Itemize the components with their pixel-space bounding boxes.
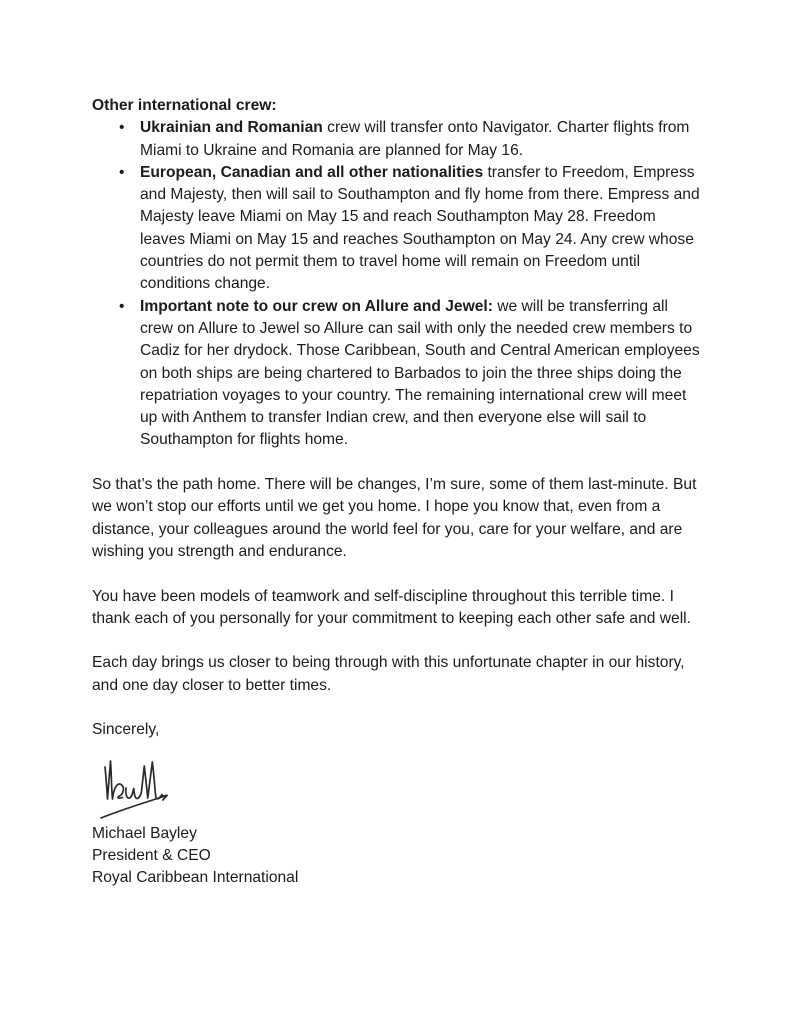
closing-salutation: Sincerely, xyxy=(92,721,160,739)
paragraph-path-home: So that’s the path home. There will be changes, I’m sure, some of them last-minute. But we won’t stop our efforts until we get you home. I hope you know that, even from a distance, your colleagues around the world feel for you, care for your welfare, and are wishing you strength and endurance. xyxy=(92,476,697,560)
bullet-text: transfer to Freedom, Empress and Majesty, then will sail to Southampton and fly home from there. Empress and Majesty leave Miami on May 15 and reach Southampton May 28. Freedom leaves Miami on May 15 and reaches Southampton on May 24. Any crew whose countries do not permit them to travel home will remain on Freedom until conditions change. xyxy=(140,163,700,293)
bullet-marker-icon: • xyxy=(119,119,125,137)
bullet-item-allure-jewel xyxy=(119,296,704,452)
bullet-marker-icon: • xyxy=(119,297,125,315)
bullet-lead: Important note to our crew on Allure and Jewel: xyxy=(140,297,493,315)
bullet-marker-icon: • xyxy=(119,163,125,181)
bullet-lead: Ukrainian and Romanian xyxy=(140,119,323,137)
paragraph-teamwork: You have been models of teamwork and self-discipline throughout this terrible time. I thank each of you personally for your commitment to keeping each other safe and well. xyxy=(92,587,691,627)
signer-company: Royal Caribbean International xyxy=(92,869,299,887)
bullet-text: crew will transfer onto Navigator. Charter flights from Miami to Ukraine and Romania are planned for May 16. xyxy=(140,119,690,159)
letter-content xyxy=(92,95,704,890)
bullet-lead: European, Canadian and all other nationalities xyxy=(140,163,484,181)
section-heading: Other international crew: xyxy=(92,97,277,114)
bullet-text: we will be transferring all crew on Allure to Jewel so Allure can sail with only the needed crew members to Cadiz for her drydock. Those Caribbean, South and Central American employees on both ships are being chartered to Barbados to join the three ships doing the repatriation voyages to your country. The remaining international crew will meet up with Anthem to transfer Indian crew, and then everyone else will sail to Southampton for flights home. xyxy=(140,297,700,449)
signature-scribble-icon xyxy=(98,755,188,823)
bullet-item-european-canadian xyxy=(119,162,704,296)
bullet-item-ukrainian-romanian xyxy=(119,117,704,162)
signer-name: Michael Bayley xyxy=(92,824,197,842)
signature-block xyxy=(92,755,704,890)
signer-title: President & CEO xyxy=(92,846,211,864)
paragraph-better-times: Each day brings us closer to being through with this unfortunate chapter in our history, and one day closer to better times. xyxy=(92,654,685,694)
bullet-list xyxy=(92,117,704,451)
